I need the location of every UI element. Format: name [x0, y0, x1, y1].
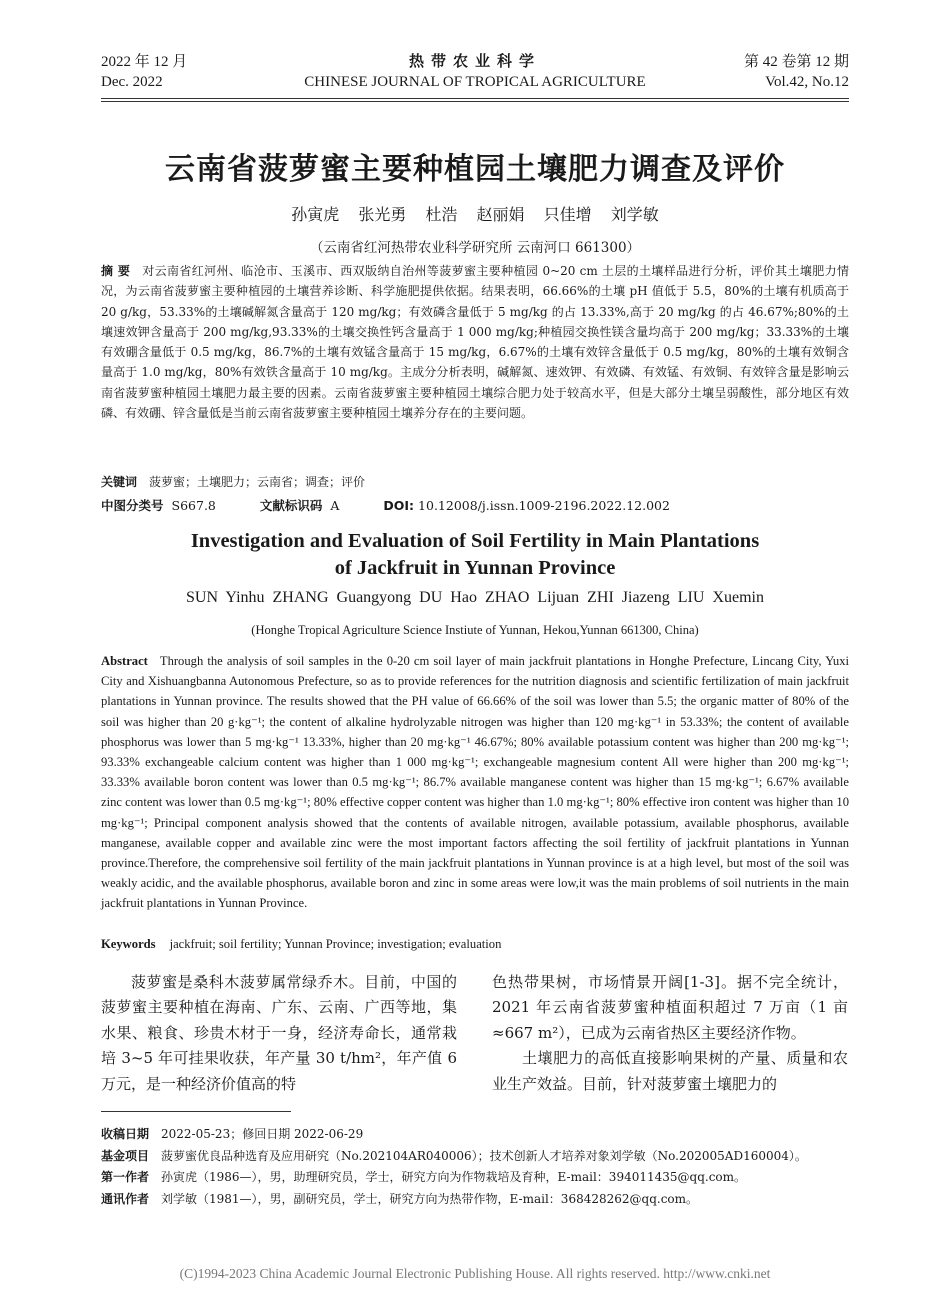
journal-name — [250, 52, 700, 92]
keywords-cn — [101, 472, 849, 492]
footnote-label: 通讯作者 — [101, 1191, 150, 1206]
footnote-label: 第一作者 — [101, 1170, 150, 1184]
paper-title-en-line2: of Jackfruit in Yunnan Province — [334, 557, 616, 579]
body-column-left — [101, 970, 457, 1097]
clc-label: 中图分类号 — [101, 498, 164, 513]
keywords-cn-label: 关键词 — [101, 475, 138, 489]
doi-label: DOI: — [383, 498, 415, 513]
footnote-funding — [101, 1146, 861, 1168]
keywords-en — [101, 937, 501, 952]
affiliation-cn: （云南省红河热带农业科学研究所 云南河口 661300） — [309, 240, 641, 256]
footnote-first-author — [101, 1167, 861, 1189]
header-rule-bottom — [101, 101, 849, 102]
paper-title-cn: 云南省菠萝蜜主要种植园土壤肥力调查及评价 — [165, 152, 785, 187]
classification-line — [101, 496, 678, 514]
clc-value: S667.8 — [171, 498, 216, 513]
authors-en: SUN Yinhu ZHANG Guangyong DU Hao ZHAO Lijuan ZHI Jiazeng LIU Xuemin — [186, 589, 764, 606]
footnote-text: 刘学敏（1981—），男，副研究员，学士，研究方向为热带作物，E-mail：368428262@qq.com。 — [161, 1191, 699, 1206]
footnote-corresponding-author — [101, 1189, 861, 1211]
issue-date-en: Dec. 2022 — [101, 74, 163, 90]
footnote-text: 2022-05-23；修回日期 2022-06-29 — [161, 1127, 364, 1141]
affiliation-en: (Honghe Tropical Agriculture Science Instiute of Yunnan, Hekou,Yunnan 661300, China) — [251, 623, 699, 637]
keywords-en-label: Keywords — [101, 937, 156, 951]
doc-code-value: A — [330, 498, 340, 513]
body-paragraph: 菠萝蜜是桑科木菠萝属常绿乔木。目前，中国的菠萝蜜主要种植在海南、广东、云南、广西等地，集水果、粮食、珍贵木材于一身，经济寿命长，通常栽培 3~5 年可挂果收获，年产量 30 t/hm²，年产值 6 万元，是一种经济价值高的特 — [101, 973, 457, 1093]
abstract-cn-text: 对云南省红河州、临沧市、玉溪市、西双版纳自治州等菠萝蜜主要种植园 0~20 cm 土层的土壤样品进行分析，评价其土壤肥力情况，为云南省菠萝蜜主要种植园的土壤营养诊断、科学施肥提供依据。结果表明，66.66%的土壤 pH 值低于 5.5，80%的土壤有机质高于 20 g/kg，53.33%的土壤碱解氮含量高于 120 mg/kg；有效磷含量低于 5 mg/kg 的占 13.33%,高于 20 mg/kg 的占 46.67%;80%的土壤速效钾含量高于 200 mg/kg,93.33%的土壤交换性钙含量高于 1 000 mg/kg;种植园交换性镁含量均高于 200 mg/kg；33.33%的土壤有效硼含量低于 0.5 mg/kg，86.7%的土壤有效锰含量高于 15 mg/kg，6.67%的土壤有效锌含量低于 0.5 mg/kg，80%的土壤有效铜含量高于 1.0 mg/kg，80%有效铁含量高于 10 mg/kg。主成分分析表明，碱解氮、速效钾、有效磷、有效锰、有效铜、有效锌含量是影响云南省菠萝蜜种植园土壤肥力最主要的因素。云南省菠萝蜜主要种植园土壤综合肥力处于较高水平，但是大部分土壤呈弱酸性，部分地区有效磷、有效硼、锌含量低是当前云南省菠萝蜜主要种植园土壤养分存在的主要问题。 — [101, 264, 849, 421]
footnote-rule — [101, 1111, 291, 1112]
abstract-cn — [101, 261, 849, 423]
abstract-en-text: Through the analysis of soil samples in the 0-20 cm soil layer of main jackfruit plantations in Honghe Prefecture, Lincang City, Yuxi City and Xishuangbanna Autonomous Prefecture, so as to provide references for the nutrition diagnosis and scientific fertilization of main jackfruit plantations in Yunnan province. The results showed that the PH value of 66.66% of the soil was lower than 5.5; the organic matter of 80% of the soil was higher than 20 g·kg⁻¹; the content of alkaline hydrolyzable nitrogen was higher than 120 mg·kg⁻¹ in 53.33%; the content of available phosphorus was lower than 5 mg·kg⁻¹ 13.33%, higher than 20 mg·kg⁻¹ 46.67%; 80% available potassium content was higher than 200 mg·kg⁻¹; 93.33% exchangeable calcium content was higher than 1 000 mg·kg⁻¹; exchangeable magnesium content All were higher than 200 mg·kg⁻¹; 33.33% available boron content was lower than 0.5 mg·kg⁻¹; 86.7% available manganese content was higher than 15 mg·kg⁻¹; 6.67% available zinc content was lower than 0.5 mg·kg⁻¹; 80% effective copper content was higher than 1.0 mg·kg⁻¹; 80% effective iron content was higher than 10 mg·kg⁻¹; Principal component analysis showed that the contents of available nitrogen, available potassium, available phosphorus, available manganese, available copper and available zinc were the most important factors affecting the soil fertility of jackfruit plantations in Yunnan province.Therefore, the comprehensive soil fertility of the main jackfruit plantations in Yunnan province is at a high level, but most of the soil was weakly acidic, and the available phosphorus, available boron and zinc in some areas were low,it was the main problems of soil nutrients in the main jackfruit plantations in Yunnan Province. — [101, 654, 849, 911]
footnote-received — [101, 1124, 861, 1146]
authors-cn: 孙寅虎 张光勇 杜浩 赵丽娟 只佳增 刘学敏 — [291, 205, 659, 224]
body-paragraph: 土壤肥力的高低直接影响果树的产量、质量和农业生产效益。目前，针对菠萝蜜土壤肥力的 — [492, 1049, 848, 1093]
journal-name-cn: 热带农业科学 — [408, 54, 541, 70]
header-rule-top — [101, 98, 849, 99]
footnote-label: 基金项目 — [101, 1148, 150, 1163]
abstract-en-label: Abstract — [101, 654, 148, 668]
abstract-en — [101, 651, 849, 914]
paper-title-en — [101, 528, 849, 582]
volume-en: Vol.42, No.12 — [765, 74, 849, 90]
footnote-text: 菠萝蜜优良品种选育及应用研究（No.202104AR040006）；技术创新人才培养对象刘学敏（No.202005AD160004）。 — [161, 1148, 807, 1163]
doc-code-label: 文献标识码 — [259, 498, 323, 513]
body-column-right — [492, 970, 848, 1097]
doi-value[interactable]: 10.12008/j.issn.1009-2196.2022.12.002 — [418, 498, 670, 513]
footnotes — [101, 1124, 861, 1210]
keywords-en-text: jackfruit; soil fertility; Yunnan Province; investigation; evaluation — [169, 937, 502, 951]
issue-date-cn: 2022 年 12 月 — [101, 54, 188, 70]
volume-cn: 第 42 卷第 12 期 — [743, 54, 849, 70]
paper-title-en-line1: Investigation and Evaluation of Soil Fertility in Main Plantations — [190, 530, 760, 552]
footnote-label: 收稿日期 — [101, 1127, 150, 1141]
volume-info — [744, 52, 849, 92]
footnote-text: 孙寅虎（1986—），男，助理研究员，学士，研究方向为作物栽培及育种，E-mail：394011435@qq.com。 — [161, 1170, 747, 1184]
issue-date — [101, 52, 187, 92]
journal-name-en: CHINESE JOURNAL OF TROPICAL AGRICULTURE — [304, 74, 646, 90]
keywords-cn-text: 菠萝蜜；土壤肥力；云南省；调查；评价 — [149, 475, 366, 489]
copyright-notice: (C)1994-2023 China Academic Journal Electronic Publishing House. All rights reserved. http://www.cnki.net — [179, 1266, 771, 1281]
body-paragraph: 色热带果树，市场情景开阔[1-3]。据不完全统计，2021 年云南省菠萝蜜种植面积超过 7 万亩（1 亩≈667 m²），已成为云南省热区主要经济作物。 — [492, 973, 848, 1042]
abstract-cn-label: 摘 要 — [101, 264, 131, 278]
